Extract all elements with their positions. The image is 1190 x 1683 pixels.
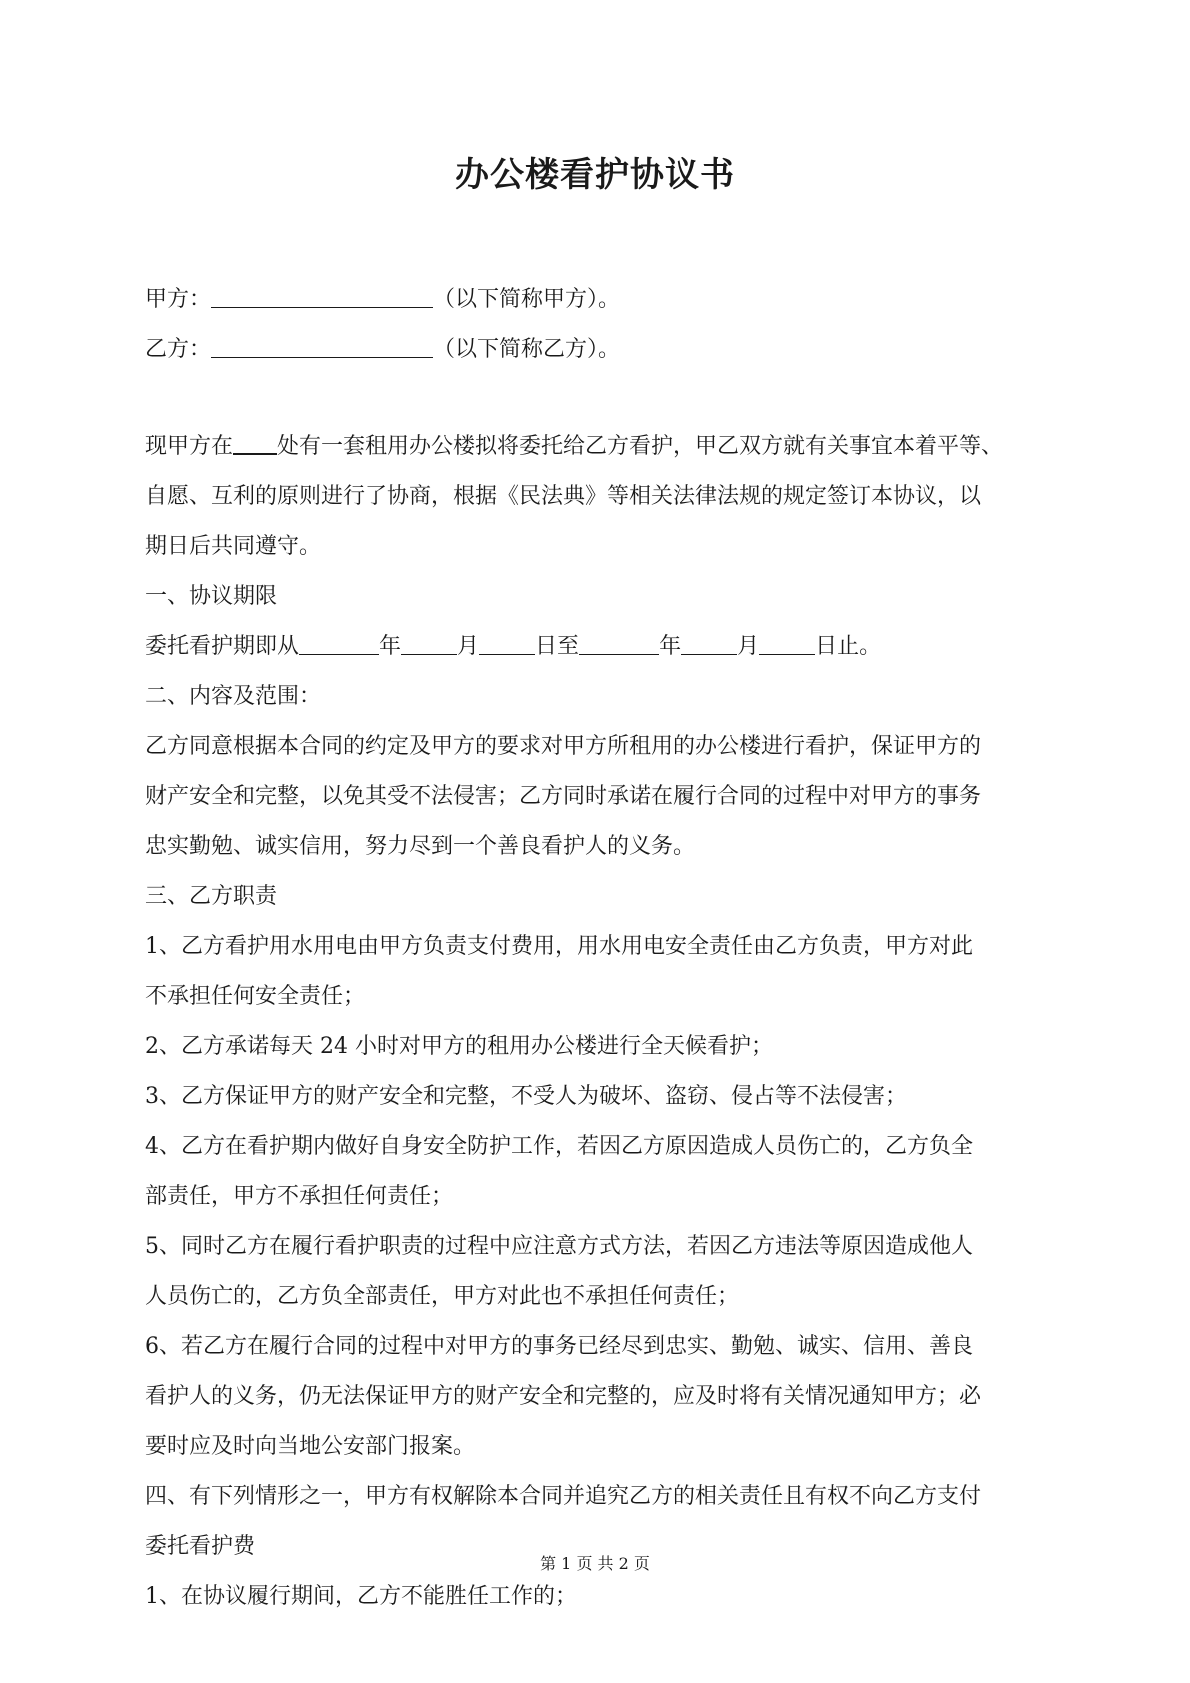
intro-line-1 xyxy=(145,422,1065,472)
term-text: 日止。 xyxy=(815,634,882,659)
section-3-item-3: 3、乙方保证甲方的财产安全和完整，不受人为破坏、盗窃、侵占等不法侵害； xyxy=(145,1084,907,1109)
party-a-blank xyxy=(211,285,433,308)
section-3-item-1-line-2: 不承担任何安全责任； xyxy=(145,984,366,1009)
section-3-item-4-line-1: 4、乙方在看护期内做好自身安全防护工作，若因乙方原因造成人员伤亡的，乙方负全 xyxy=(145,1134,973,1159)
section-2-heading: 二、内容及范围： xyxy=(145,684,322,709)
end-day-blank xyxy=(759,632,815,655)
section-4-heading-line-1: 四、有下列情形之一，甲方有权解除本合同并追究乙方的相关责任且有权不向乙方支付 xyxy=(145,1484,982,1509)
end-year-blank xyxy=(579,632,659,655)
end-month-blank xyxy=(681,632,737,655)
section-3-item-5-line-2: 人员伤亡的，乙方负全部责任，甲方对此也不承担任何责任； xyxy=(145,1284,740,1309)
document-title: 办公楼看护协议书 xyxy=(455,155,735,195)
term-text: 月 xyxy=(457,634,480,659)
party-b-suffix: （以下简称乙方）。 xyxy=(433,337,621,362)
section-3-item-4-line-2: 部责任，甲方不承担任何责任； xyxy=(145,1184,454,1209)
party-b-label: 乙方： xyxy=(145,337,212,362)
party-b-blank xyxy=(211,335,433,358)
term-text: 年 xyxy=(659,634,682,659)
section-3-item-6-line-2: 看护人的义务，仍无法保证甲方的财产安全和完整的，应及时将有关情况通知甲方；必 xyxy=(145,1384,982,1409)
intro-text: 处有一套租用办公楼拟将委托给乙方看护，甲乙双方就有关事宜本着平等、 xyxy=(277,434,1004,459)
intro-line-2: 自愿、互利的原则进行了协商，根据《民法典》等相关法律法规的规定签订本协议，以 xyxy=(145,484,982,509)
start-day-blank xyxy=(479,632,535,655)
section-4-item-1: 1、在协议履行期间，乙方不能胜任工作的； xyxy=(145,1584,577,1609)
section-2-line-2: 财产安全和完整，以免其受不法侵害；乙方同时承诺在履行合同的过程中对甲方的事务 xyxy=(145,784,982,809)
section-3-heading: 三、乙方职责 xyxy=(145,884,278,909)
term-line xyxy=(145,622,1065,672)
section-1-heading: 一、协议期限 xyxy=(145,584,278,609)
party-a-suffix: （以下简称甲方）。 xyxy=(433,287,621,312)
section-3-item-5-line-1: 5、同时乙方在履行看护职责的过程中应注意方式方法，若因乙方违法等原因造成他人 xyxy=(145,1234,973,1259)
term-text: 月 xyxy=(737,634,760,659)
party-a-label: 甲方： xyxy=(145,287,212,312)
section-4-heading-line-2: 委托看护费 xyxy=(145,1534,256,1559)
section-3-item-1-line-1: 1、乙方看护用水用电由甲方负责支付费用，用水用电安全责任由乙方负责，甲方对此 xyxy=(145,934,973,959)
party-b-line xyxy=(145,325,1065,375)
page-indicator: 第 1 页 共 2 页 xyxy=(540,1554,650,1573)
section-2-line-3: 忠实勤勉、诚实信用，努力尽到一个善良看护人的义务。 xyxy=(145,834,696,859)
section-3-item-6-line-1: 6、若乙方在履行合同的过程中对甲方的事务已经尽到忠实、勤勉、诚实、信用、善良 xyxy=(145,1334,973,1359)
section-3-item-2: 2、乙方承诺每天 24 小时对甲方的租用办公楼进行全天候看护； xyxy=(145,1034,773,1059)
document-body xyxy=(145,275,1065,1622)
section-2-line-1: 乙方同意根据本合同的约定及甲方的要求对甲方所租用的办公楼进行看护，保证甲方的 xyxy=(145,734,982,759)
intro-line-3: 期日后共同遵守。 xyxy=(145,534,322,559)
spacer xyxy=(145,375,1065,422)
intro-text: 现甲方在 xyxy=(145,434,234,459)
party-a-line xyxy=(145,275,1065,325)
term-text: 委托看护期即从 xyxy=(145,634,300,659)
start-year-blank xyxy=(299,632,379,655)
location-blank xyxy=(233,431,277,455)
start-month-blank xyxy=(401,632,457,655)
term-text: 日至 xyxy=(535,634,580,659)
section-3-item-6-line-3: 要时应及时向当地公安部门报案。 xyxy=(145,1434,476,1459)
term-text: 年 xyxy=(379,634,402,659)
